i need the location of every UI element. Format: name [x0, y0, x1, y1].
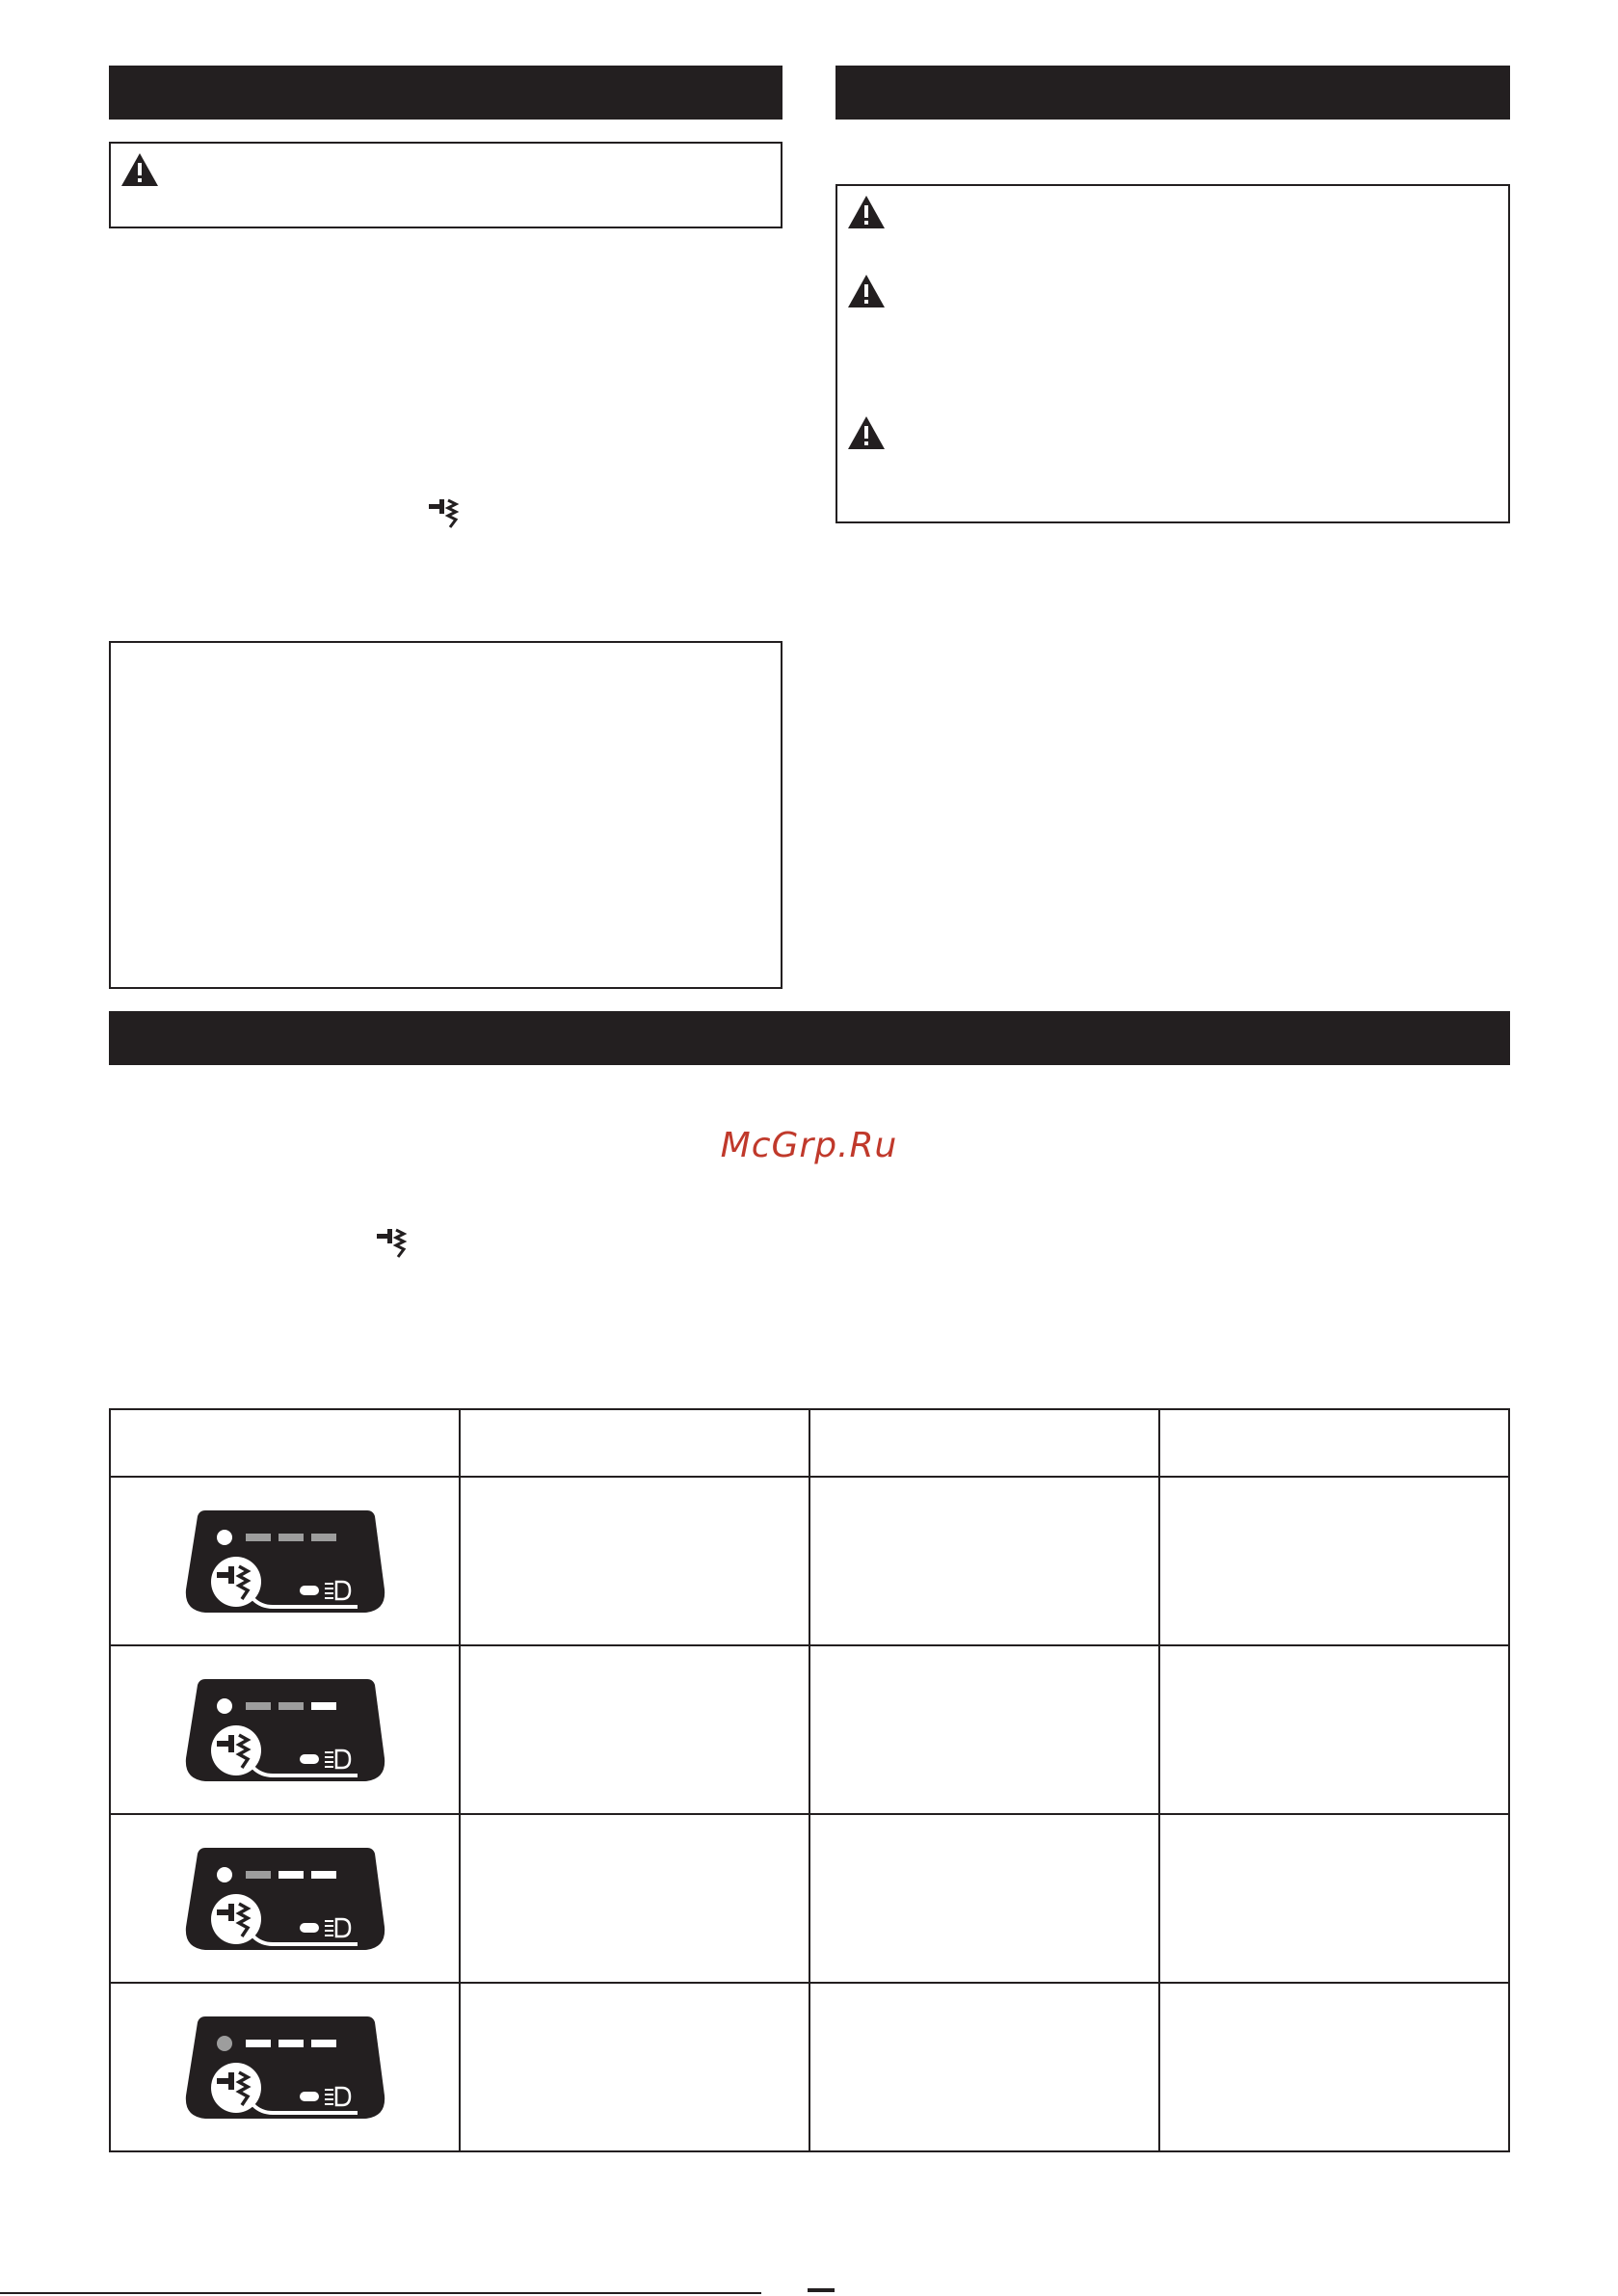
table-row [110, 1983, 1509, 2151]
warning-triangle-icon [120, 152, 159, 187]
table-cell [809, 1645, 1159, 1814]
table-row [110, 1477, 1509, 1645]
light-button [300, 1754, 319, 1764]
battery-level-bar [279, 1534, 304, 1541]
section-header-left [109, 66, 782, 120]
panel-body [185, 2016, 384, 2119]
warning-box-right [836, 184, 1510, 523]
table-cell [1159, 1645, 1509, 1814]
table-cell [1159, 1477, 1509, 1645]
indicator-table [109, 1408, 1510, 2152]
indicator-panel [184, 1507, 386, 1616]
panel-body [185, 1510, 384, 1613]
info-box-left [109, 641, 782, 989]
table-header-cell [110, 1409, 460, 1477]
table-cell [460, 1814, 809, 1983]
light-button [300, 1586, 319, 1595]
indicator-image-cell [110, 1477, 460, 1645]
table-row [110, 1645, 1509, 1814]
watermark: McGrp.Ru [720, 1126, 898, 1165]
warning-triangle-icon [847, 274, 886, 308]
light-button [300, 1923, 319, 1933]
indicator-panel [184, 1675, 386, 1785]
indicator-image-cell [110, 1814, 460, 1983]
battery-level-bar [279, 1871, 304, 1879]
warning-triangle-icon [847, 415, 886, 450]
panel-body [185, 1679, 384, 1781]
indicator-panel [184, 1844, 386, 1954]
table-header-cell [1159, 1409, 1509, 1477]
battery-level-bar [246, 1871, 271, 1879]
battery-level-bar [311, 1534, 336, 1541]
table-cell [809, 1814, 1159, 1983]
status-led [217, 1867, 232, 1882]
status-led [217, 1530, 232, 1545]
indicator-image-cell [110, 1645, 460, 1814]
battery-level-bar [279, 2040, 304, 2047]
impact-mode-icon [427, 496, 460, 529]
table-cell [460, 1645, 809, 1814]
caution-box-left [109, 142, 782, 228]
table-cell [460, 1477, 809, 1645]
section-header-right [836, 66, 1510, 120]
status-led [217, 2036, 232, 2051]
battery-level-bar [279, 1702, 304, 1710]
impact-mode-icon [375, 1226, 408, 1259]
section-header-full [109, 1011, 1510, 1065]
battery-level-bar [311, 1702, 336, 1710]
footer-rule [0, 2292, 761, 2294]
battery-level-bar [311, 2040, 336, 2047]
warning-triangle-icon [847, 195, 886, 229]
indicator-image-cell [110, 1983, 460, 2151]
battery-level-bar [246, 2040, 271, 2047]
footer-page-mark [808, 2288, 835, 2292]
light-button [300, 2092, 319, 2101]
table-header-cell [809, 1409, 1159, 1477]
battery-level-bar [246, 1702, 271, 1710]
table-header-cell [460, 1409, 809, 1477]
battery-level-bar [246, 1534, 271, 1541]
table-cell [460, 1983, 809, 2151]
indicator-panel [184, 2013, 386, 2122]
table-cell [1159, 1814, 1509, 1983]
table-cell [1159, 1983, 1509, 2151]
panel-body [185, 1848, 384, 1950]
table-header-row [110, 1409, 1509, 1477]
table-cell [809, 1477, 1159, 1645]
table-cell [809, 1983, 1159, 2151]
status-led [217, 1698, 232, 1714]
table-row [110, 1814, 1509, 1983]
battery-level-bar [311, 1871, 336, 1879]
